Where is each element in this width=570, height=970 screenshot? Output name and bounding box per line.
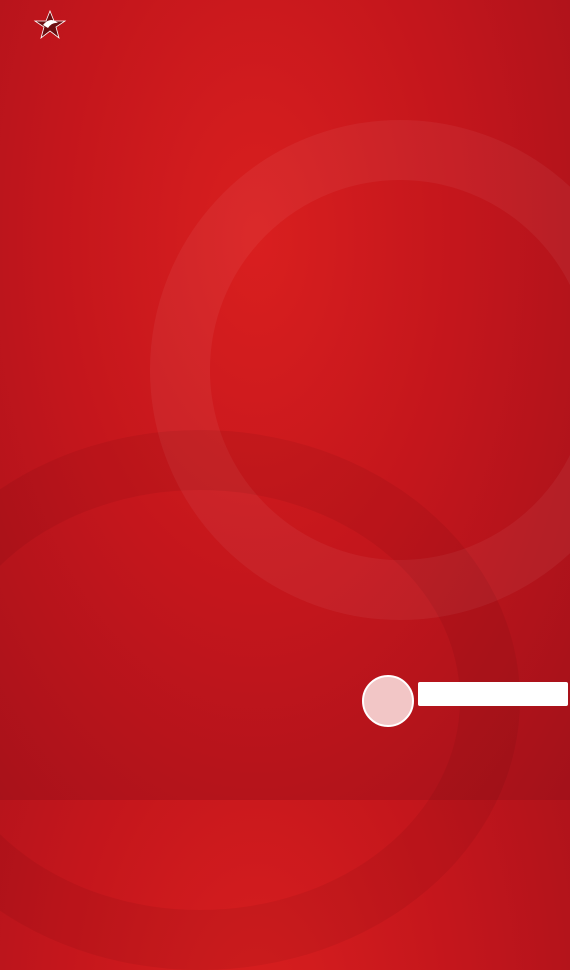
- club-name: [418, 682, 568, 706]
- rules-upper: [70, 50, 560, 56]
- pigeon-logo: [30, 10, 70, 48]
- club-seal: [362, 675, 414, 727]
- star-pigeon-icon: [30, 10, 70, 40]
